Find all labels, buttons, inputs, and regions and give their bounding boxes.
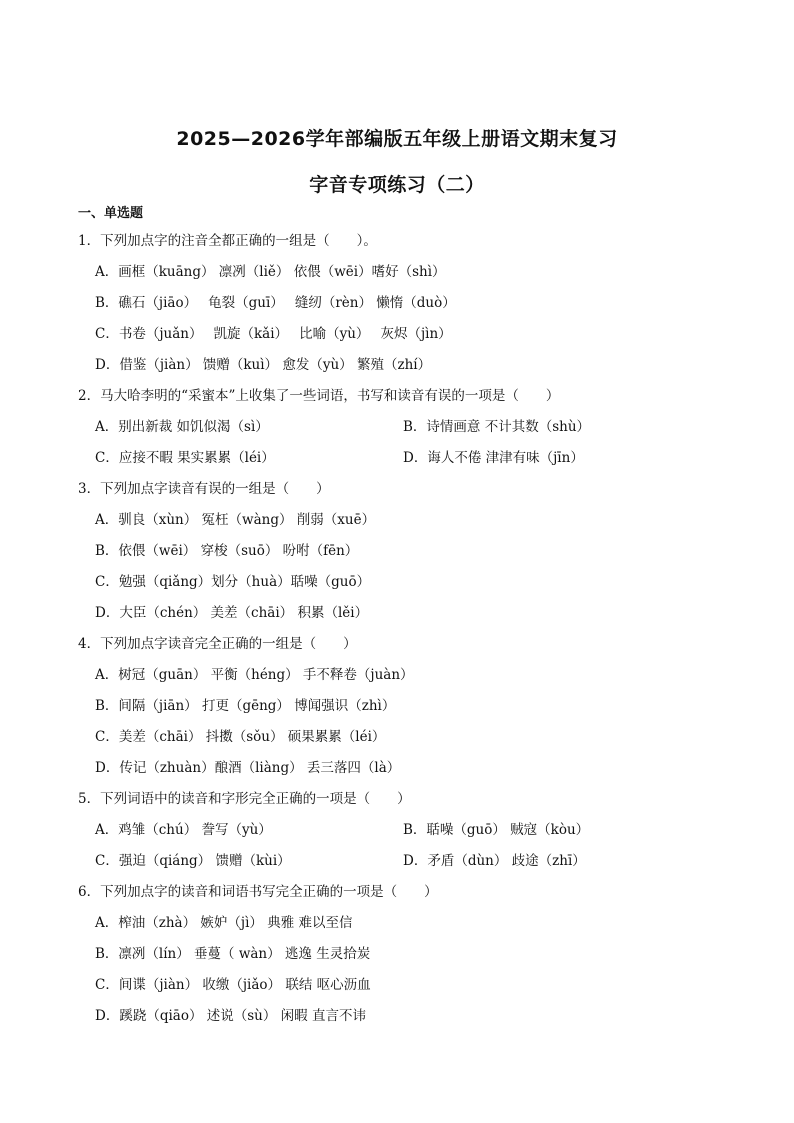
option-b[interactable]: B．礁石（jiāo） 龟裂（guī） 缝纫（rèn） 懒惰（duò） [95, 295, 456, 311]
option-row [78, 815, 728, 846]
option-c[interactable]: C．书卷（juǎn） 凯旋（kǎi） 比喻（yù） 灰烬（jìn） [95, 326, 452, 342]
option-b[interactable]: B．凛冽（lín） 垂蔓（ wàn） 逃逸 生灵拾炭 [95, 946, 371, 962]
question-2 [78, 381, 728, 474]
option-d[interactable]: D．诲人不倦 津津有味（jīn） [403, 450, 584, 466]
option-c[interactable]: C．应接不暇 果实累累（léi） [95, 450, 275, 466]
question-stem: 6．下列加点字的读音和词语书写完全正确的一项是（ ） [78, 884, 438, 900]
question-5 [78, 784, 728, 877]
question-3 [78, 474, 728, 629]
option-d[interactable]: D．借鉴（jiàn） 馈赠（kuì） 愈发（yù） 繁殖（zhí） [95, 357, 432, 373]
question-stem: 4．下列加点字读音完全正确的一组是（ ） [78, 636, 357, 652]
option-b[interactable]: B．诗情画意 不计其数（shù） [403, 419, 591, 435]
option-b[interactable]: B．间隔（jiān） 打更（gēng） 博闻强识（zhì） [95, 698, 396, 714]
question-stem: 2．马大哈李明的“采蜜本”上收集了一些词语，书写和读音有误的一项是（ ） [78, 388, 560, 404]
option-c[interactable]: C．美差（chāi） 抖擞（sǒu） 硕果累累（léi） [95, 729, 386, 745]
option-a[interactable]: A．树冠（guān） 平衡（héng） 手不释卷（juàn） [95, 667, 414, 683]
question-6 [78, 877, 728, 1032]
option-c[interactable]: C．强迫（qiáng） 馈赠（kùi） [95, 853, 291, 869]
section-heading: 一、单选题 [78, 206, 144, 221]
option-d[interactable]: D．蹊跷（qiāo） 述说（sù） 闲暇 直言不讳 [95, 1008, 366, 1024]
option-d[interactable]: D．矛盾（dùn） 歧途（zhī） [403, 853, 586, 869]
option-row [78, 846, 728, 877]
option-a[interactable]: A．别出新裁 如饥似渴（sì） [95, 419, 269, 435]
question-stem: 3．下列加点字读音有误的一组是（ ） [78, 481, 330, 497]
question-list [78, 226, 728, 1032]
option-c[interactable]: C．勉强（qiǎng）划分（huà）聒噪（guō） [95, 574, 371, 590]
option-a[interactable]: A．榨油（zhà） 嫉妒（jì） 典雅 难以至信 [95, 915, 353, 931]
option-d[interactable]: D．传记（zhuàn）酿酒（liàng） 丢三落四（là） [95, 760, 401, 776]
option-b[interactable]: B．依偎（wēi） 穿梭（suō） 吩咐（fēn） [95, 543, 359, 559]
page-title: 2025—2026学年部编版五年级上册语文期末复习 [176, 128, 618, 150]
option-row [78, 443, 728, 474]
question-1 [78, 226, 728, 381]
option-row [78, 412, 728, 443]
page-subtitle: 字音专项练习（二） [309, 174, 485, 196]
option-a[interactable]: A．驯良（xùn） 冤枉（wàng） 削弱（xuē） [95, 512, 376, 528]
option-a[interactable]: A．鸡雏（chú） 誊写（yù） [95, 822, 272, 838]
option-c[interactable]: C．间谍（jiàn） 收缴（jiǎo） 联结 呕心沥血 [95, 977, 371, 993]
question-4 [78, 629, 728, 784]
question-stem: 5．下列词语中的读音和字形完全正确的一项是（ ） [78, 791, 411, 807]
option-a[interactable]: A．画框（kuāng） 凛冽（liě） 依偎（wēi）嗜好（shì） [95, 264, 446, 280]
option-b[interactable]: B．聒噪（guō） 贼寇（kòu） [403, 822, 590, 838]
option-d[interactable]: D．大臣（chén） 美差（chāi） 积累（lěi） [95, 605, 369, 621]
question-stem: 1．下列加点字的注音全都正确的一组是（ ）。 [78, 233, 377, 249]
